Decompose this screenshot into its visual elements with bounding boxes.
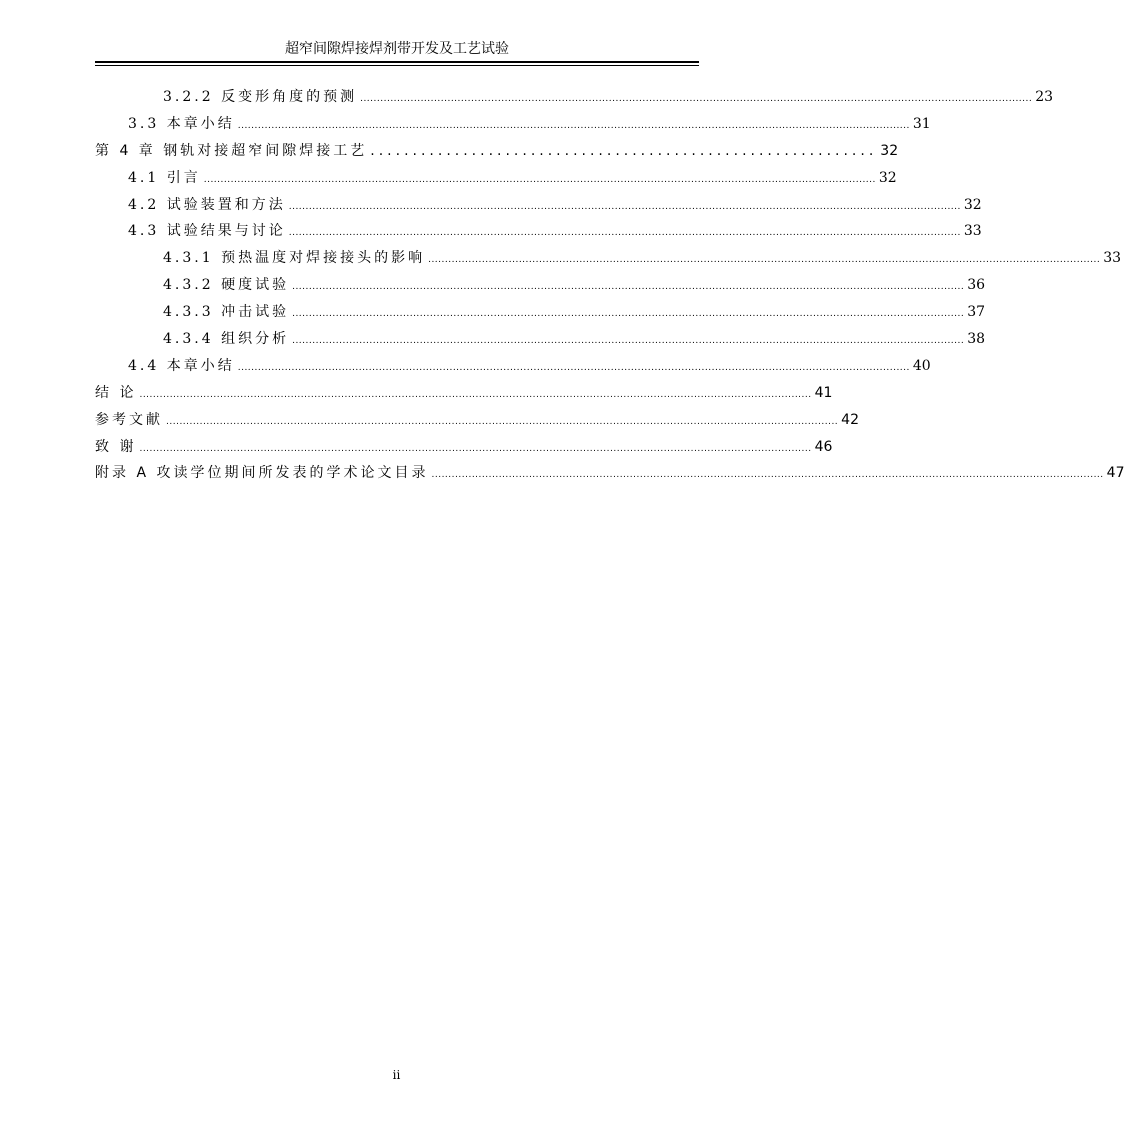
- running-header: 超窄间隙焊接焊剂带开发及工艺试验: [285, 41, 509, 57]
- toc-entry[interactable]: [95, 272, 986, 299]
- dot-leader: ........................................................................................................................................................................................................: [237, 120, 910, 131]
- toc-entry-label: 4.1 引言: [128, 169, 201, 186]
- toc-entry-label: 参考文献: [95, 411, 163, 428]
- toc-entry[interactable]: [95, 380, 833, 407]
- toc-entry[interactable]: [95, 407, 859, 434]
- toc-entry-label: 4.4 本章小结: [128, 357, 235, 374]
- toc-entry-page: 42: [841, 411, 859, 428]
- toc-entry-label: 4.3.3 冲击试验: [163, 304, 290, 321]
- dot-leader: ........................................................................................................................................................................................................: [360, 94, 1033, 104]
- toc-entry-page: 37: [967, 304, 986, 321]
- toc-entry-page: 23: [1035, 89, 1054, 105]
- toc-entry-page: 33: [1103, 250, 1122, 267]
- dot-leader: ........................................................................................................................................................................................................: [203, 174, 876, 185]
- toc-entry-label: 4.3.2 硬度试验: [163, 277, 290, 294]
- page-number: ii: [392, 1068, 401, 1082]
- dot-leader: ........................................................................................................................................................................................................: [139, 443, 812, 454]
- dot-leader: ........................................................................................................................................................................................................: [288, 228, 961, 239]
- dot-leader: ........................................................................................................................................................................................................: [292, 282, 965, 293]
- toc-entry[interactable]: [95, 326, 986, 353]
- toc-entry-label: 4.3.1 预热温度对焊接接头的影响: [163, 250, 426, 267]
- dot-leader: ........................................................................................................................................................................................................: [292, 336, 965, 347]
- toc-entry-label: 3.3 本章小结: [128, 115, 235, 132]
- toc-entry[interactable]: [95, 299, 986, 326]
- table-of-contents: [95, 84, 1124, 487]
- toc-entry-label: 致 谢: [95, 438, 137, 455]
- toc-entry-label: 4.3 试验结果与讨论: [128, 223, 286, 240]
- toc-entry-label: 附录 A 攻读学位期间所发表的学术论文目录: [95, 465, 429, 482]
- header-rule-thin: [95, 65, 699, 66]
- dot-leader: ........................................................................................................................................................................................................: [292, 309, 965, 320]
- toc-entry[interactable]: [95, 165, 897, 192]
- toc-entry[interactable]: [95, 192, 982, 219]
- toc-entry[interactable]: [95, 245, 1122, 272]
- toc-entry-page: 38: [967, 331, 986, 348]
- dot-leader: ............................................................: [370, 142, 878, 159]
- toc-entry-page: 47: [1106, 465, 1124, 482]
- toc-entry[interactable]: [95, 460, 1124, 487]
- dot-leader: ........................................................................................................................................................................................................: [237, 362, 910, 373]
- toc-entry[interactable]: [95, 138, 899, 165]
- toc-entry-page: 32: [963, 196, 982, 213]
- toc-entry-label: 3.2.2 反变形角度的预测: [163, 89, 358, 105]
- toc-entry[interactable]: [95, 353, 931, 380]
- toc-entry-label: 结 论: [95, 384, 137, 401]
- toc-entry-page: 31: [912, 115, 931, 132]
- toc-entry-page: 32: [878, 169, 897, 186]
- dot-leader: ........................................................................................................................................................................................................: [431, 470, 1104, 481]
- toc-entry-page: 40: [912, 357, 931, 374]
- dot-leader: ........................................................................................................................................................................................................: [428, 255, 1101, 266]
- dot-leader: ........................................................................................................................................................................................................: [166, 416, 839, 427]
- toc-entry[interactable]: [95, 434, 833, 461]
- toc-entry-label: 4.3.4 组织分析: [163, 331, 290, 348]
- toc-entry-page: 36: [967, 277, 986, 294]
- dot-leader: ........................................................................................................................................................................................................: [139, 389, 812, 400]
- toc-entry-page: 32: [880, 142, 899, 159]
- header-rule-thick: [95, 61, 699, 63]
- toc-entry[interactable]: [95, 84, 1054, 111]
- toc-entry-page: 46: [814, 438, 833, 455]
- toc-entry[interactable]: [95, 111, 931, 138]
- toc-entry-page: 33: [963, 223, 982, 240]
- toc-entry-label: 4.2 试验装置和方法: [128, 196, 286, 213]
- toc-entry-page: 41: [814, 384, 833, 401]
- toc-entry-label: 第 4 章 钢轨对接超窄间隙焊接工艺: [95, 142, 368, 159]
- toc-entry[interactable]: [95, 218, 982, 245]
- dot-leader: ........................................................................................................................................................................................................: [288, 201, 961, 212]
